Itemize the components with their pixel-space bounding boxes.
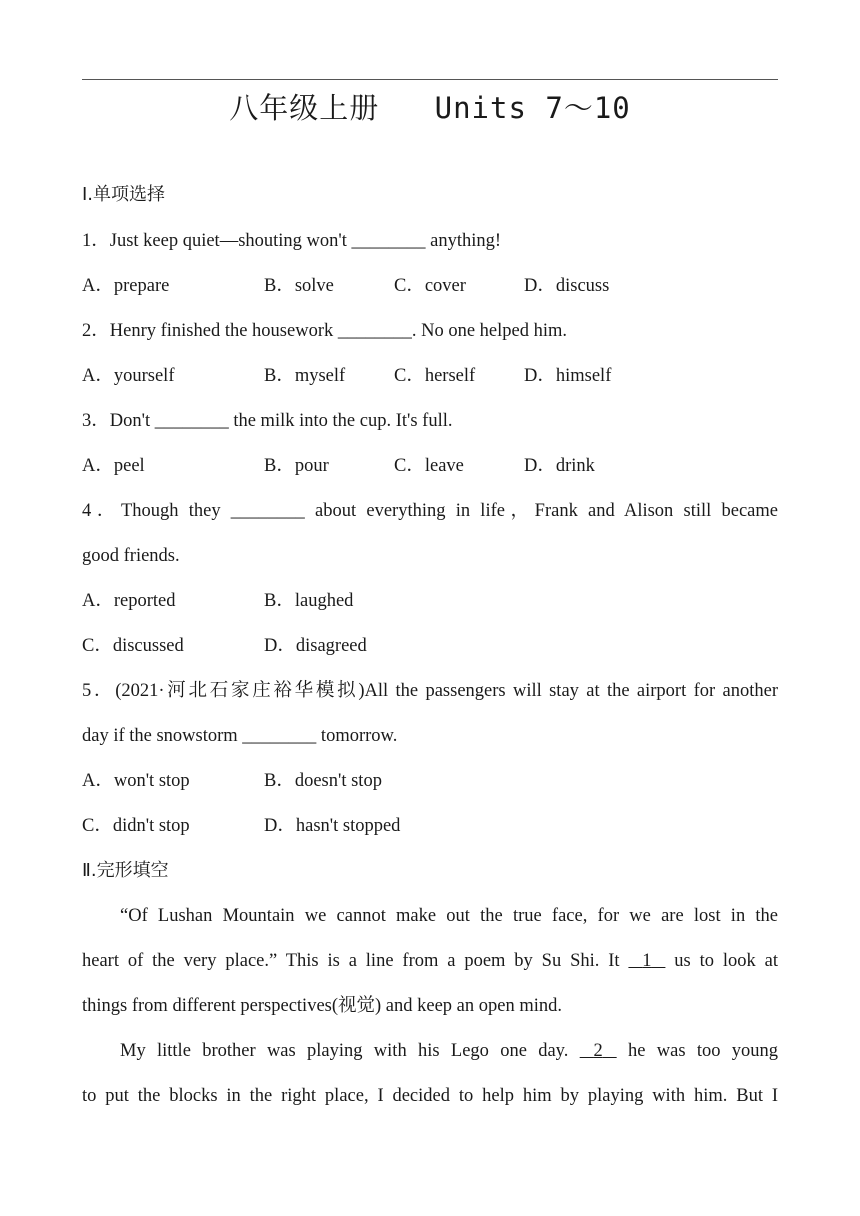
question-4-stem-line-1: 4．Though they ________ about everything in life，Frank and Alison still became	[82, 501, 778, 521]
blank-number: 2	[593, 1041, 603, 1061]
option-b[interactable]: B．myself	[264, 366, 346, 386]
passage-text: My little brother was playing with his Lego one day.	[120, 1041, 569, 1061]
question-1-stem: 1．Just keep quiet—shouting won't ________ anything!	[82, 231, 502, 251]
question-2-stem: 2．Henry finished the housework ________. No one helped him.	[82, 321, 568, 341]
option-c[interactable]: C．didn't stop	[82, 816, 190, 836]
option-c[interactable]: C．discussed	[82, 636, 184, 656]
passage-text: he was too young	[627, 1041, 779, 1061]
option-a[interactable]: A．reported	[82, 591, 176, 611]
option-a[interactable]: A．yourself	[82, 366, 175, 386]
question-5-stem-line-2: day if the snowstorm ________ tomorrow.	[82, 726, 398, 746]
option-c[interactable]: C．herself	[394, 366, 476, 386]
passage-text: us to look at	[674, 951, 778, 971]
section-1-heading: Ⅰ.单项选择	[82, 184, 166, 205]
option-d[interactable]: D．discuss	[524, 276, 610, 296]
cloze-blank-1[interactable]	[628, 948, 665, 974]
section-2-heading: Ⅱ.完形填空	[82, 860, 169, 881]
passage-p2-line-2: to put the blocks in the right place, I decided to help him by playing with him. But I	[82, 1086, 778, 1106]
option-a[interactable]: A．prepare	[82, 276, 170, 296]
passage-p1-line-3: things from different perspectives(视觉) and keep an open mind.	[82, 996, 563, 1016]
title-units: Units 7～10	[434, 91, 631, 125]
option-b[interactable]: B．solve	[264, 276, 334, 296]
blank-number: 1	[642, 951, 652, 971]
header-rule	[82, 79, 778, 80]
passage-text: heart of the very place.” This is a line from a poem by Su Shi. It	[82, 951, 620, 971]
option-d[interactable]: D．himself	[524, 366, 612, 386]
passage-p1-line-1: “Of Lushan Mountain we cannot make out the true face, for we are lost in the	[120, 906, 778, 926]
option-c[interactable]: C．cover	[394, 276, 466, 296]
option-d[interactable]: D．disagreed	[264, 636, 367, 656]
option-a[interactable]: A．peel	[82, 456, 145, 476]
option-b[interactable]: B．pour	[264, 456, 329, 476]
option-b[interactable]: B．laughed	[264, 591, 354, 611]
question-3-stem: 3．Don't ________ the milk into the cup. It's full.	[82, 411, 453, 431]
question-5-stem-line-1: 5．(2021·河北石家庄裕华模拟)All the passengers will stay at the airport for another	[82, 681, 778, 701]
question-4-stem-line-2: good friends.	[82, 546, 180, 566]
page-title	[0, 86, 860, 127]
option-c[interactable]: C．leave	[394, 456, 464, 476]
cloze-blank-2[interactable]	[580, 1038, 617, 1064]
option-b[interactable]: B．doesn't stop	[264, 771, 382, 791]
option-a[interactable]: A．won't stop	[82, 771, 190, 791]
title-chinese: 八年级上册	[229, 91, 380, 125]
option-d[interactable]: D．drink	[524, 456, 595, 476]
option-d[interactable]: D．hasn't stopped	[264, 816, 401, 836]
passage-p2-line-1	[82, 1038, 778, 1064]
passage-p1-line-2	[82, 948, 778, 974]
